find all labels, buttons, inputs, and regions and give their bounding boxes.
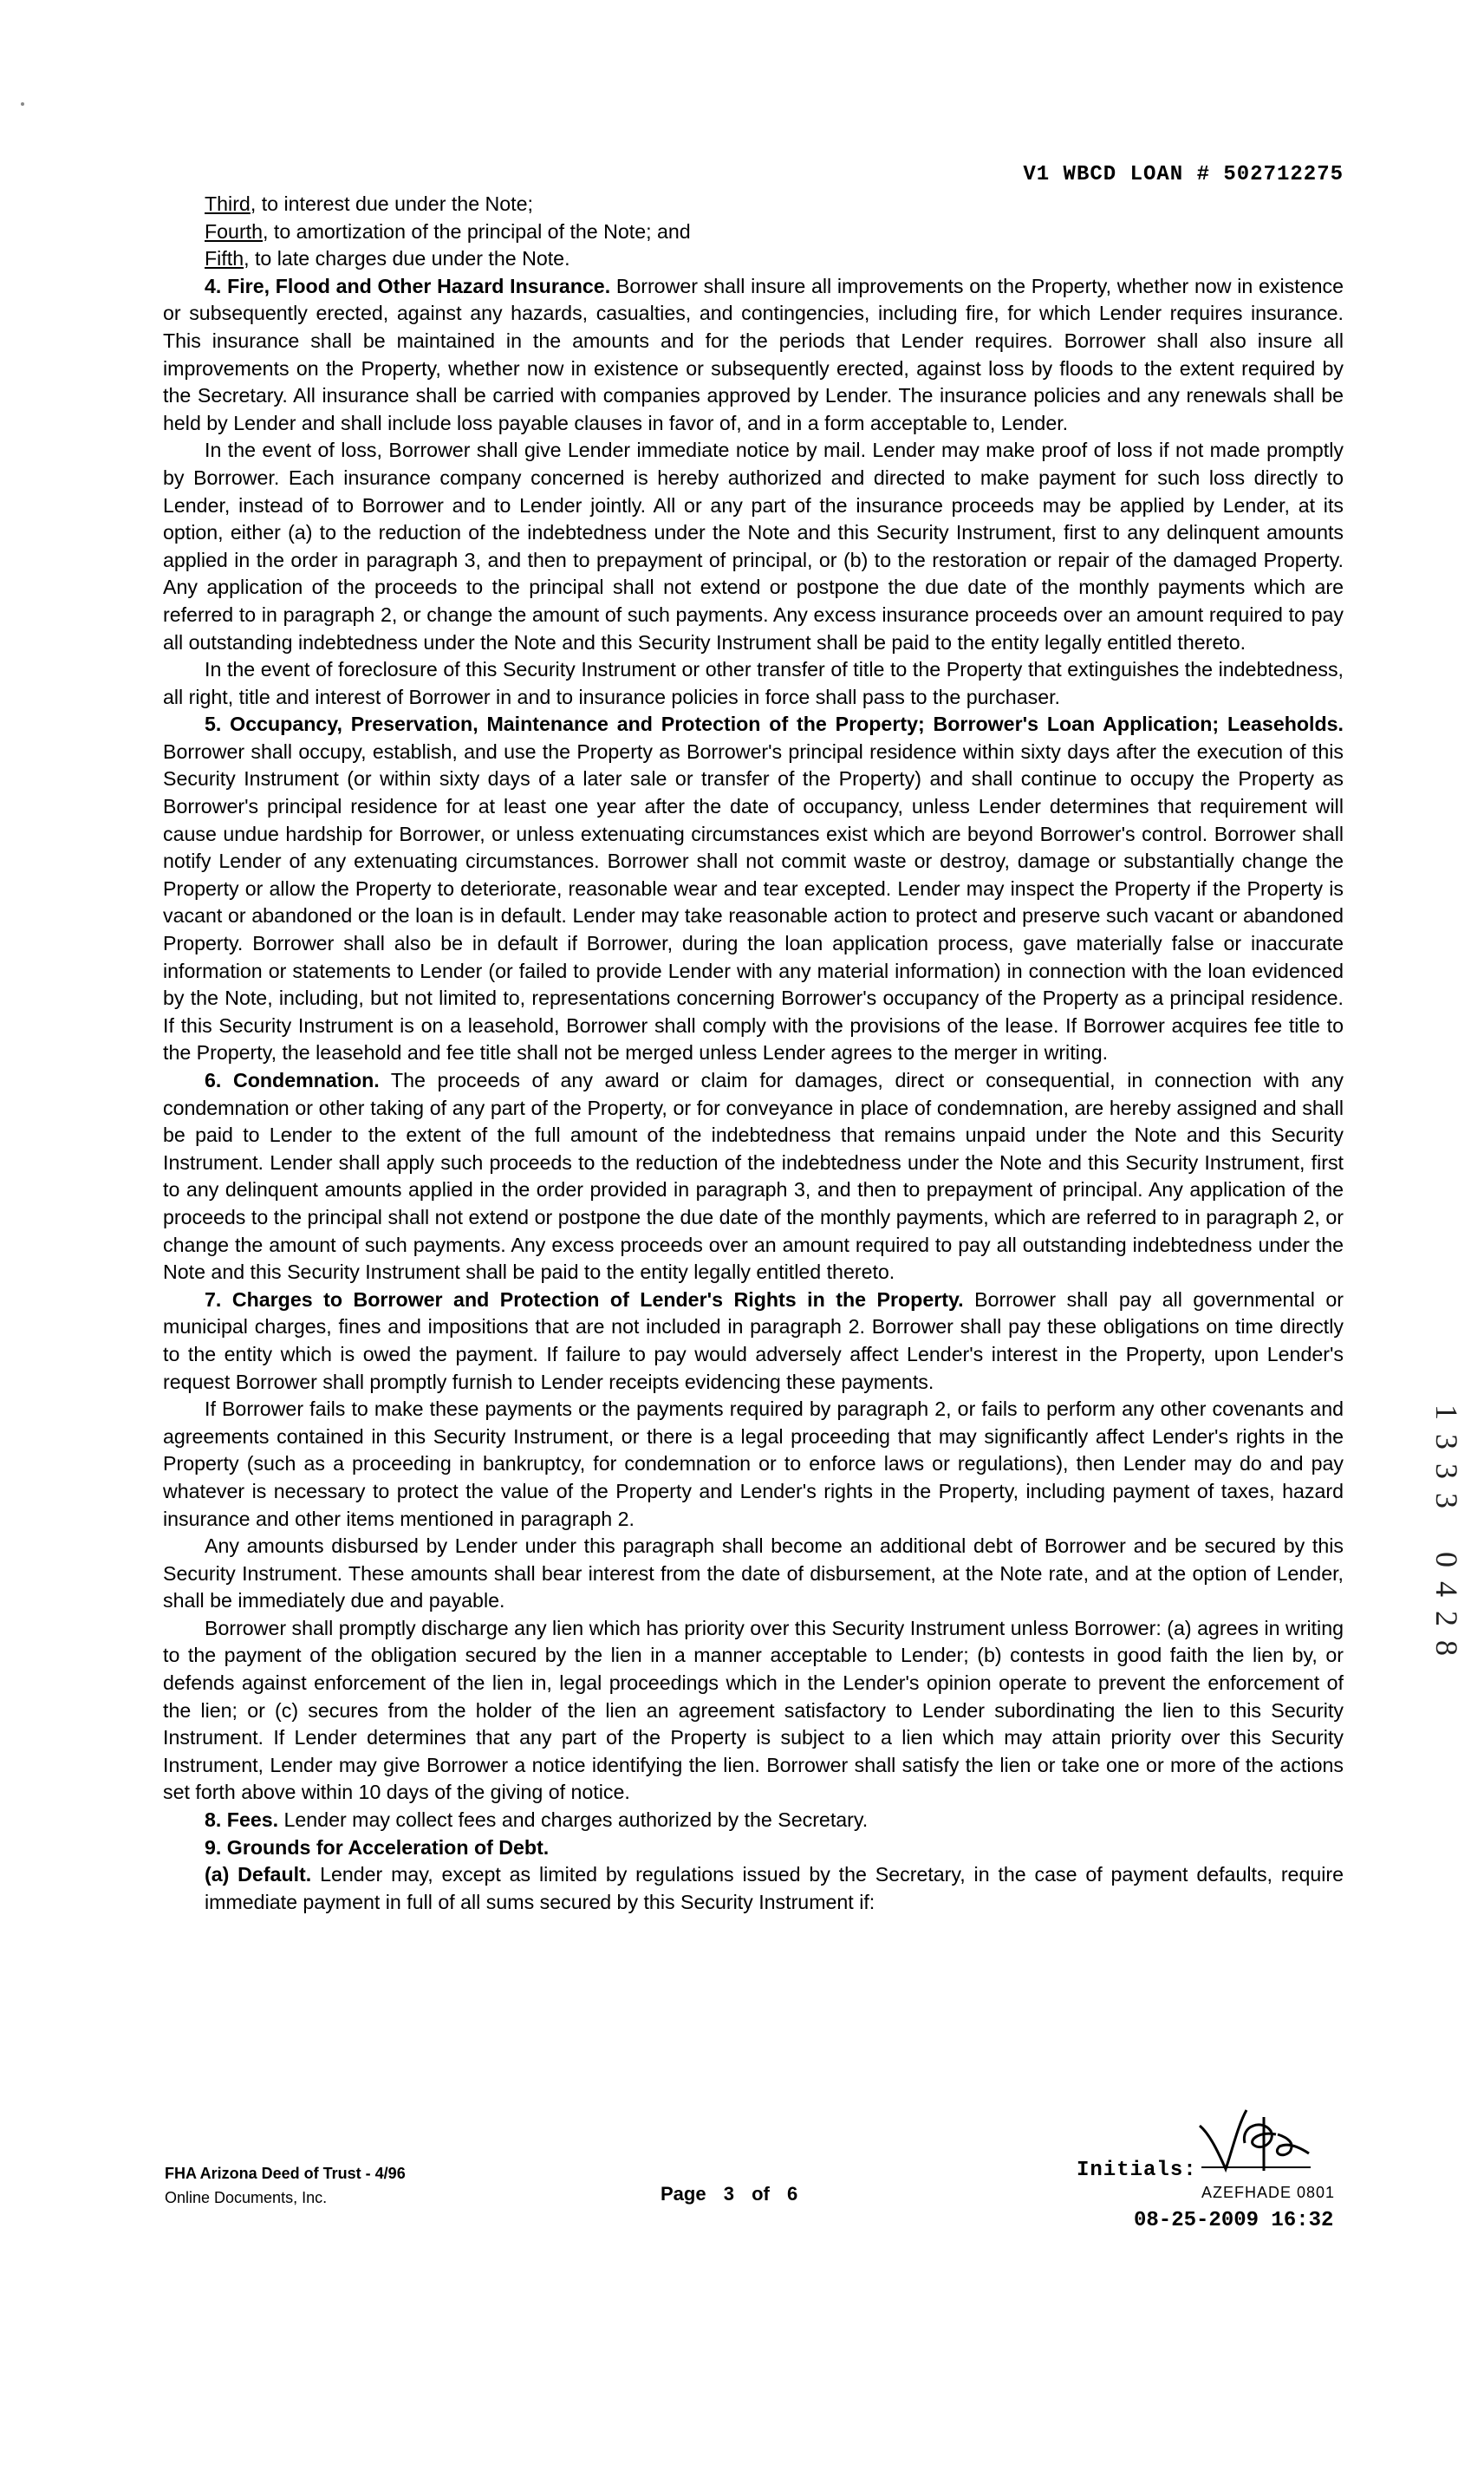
section-9-heading: [163, 1834, 1344, 1862]
stamp-number-1: [1429, 1397, 1464, 1515]
section-5-paragraph-1: [163, 711, 1344, 1067]
section-8-heading: 8. Fees.: [205, 1808, 279, 1832]
payment-order-fourth: [163, 218, 1344, 246]
section-5-text: Borrower shall occupy, establish, and use the Property as Borrower's principal residence within sixty days after the execution of this Security Instrument (or within sixty days of a later sale or transfer of the Property) and shall continue to occupy the Property as Borrower's principal residence for at least one year after the date of occupancy, unless Lender determines that requirement will cause undue hardship for Borrower, or unless extenuating circumstances exist which are beyond Borrower's control. Borrower shall notify Lender of any extenuating circumstances. Borrower shall not commit waste or destroy, damage or substantially change the Property or allow the Property to deteriorate, reasonable wear and tear excepted. Lender may inspect the Property if the Property is vacant or abandoned or the loan is in default. Lender may take reasonable action to protect and preserve such vacant or abandoned Property. Borrower shall also be in default if Borrower, during the loan application process, gave materially false or inaccurate information or statements to Lender (or failed to provide Lender with any material information) in connection with the loan evidenced by the Note, including, but not limited to, representations concerning Borrower's occupancy of the Property as a principal residence. If this Security Instrument is on a leasehold, Borrower shall comply with the provisions of the lease. If Borrower acquires fee title to the Property, the leasehold and fee title shall not be merged unless Lender agrees to the merger in writing.: [163, 739, 1344, 1065]
stamp-digit: 4: [1429, 1581, 1464, 1597]
page-word: Page: [661, 2183, 706, 2205]
payment-order-third: [163, 191, 1344, 218]
form-name: FHA Arizona Deed of Trust - 4/96: [165, 2165, 406, 2182]
section-4-heading: 4. Fire, Flood and Other Hazard Insurance.: [205, 274, 611, 297]
stamp-number-2: [1429, 1545, 1464, 1663]
initials-label: Initials:: [1077, 2159, 1197, 2182]
section-9a-paragraph: [163, 1861, 1344, 1916]
section-7-paragraph-1: [163, 1287, 1344, 1396]
initials-signature: [1193, 2100, 1314, 2178]
print-datetime: 08-25-2009 16:32: [1134, 2209, 1334, 2232]
section-4-paragraph-3: In the event of foreclosure of this Security Instrument or other transfer of title to the Property that extinguishes the indebtedness, all right, title and interest of Borrower in and to insurance policies in force shall pass to the purchaser.: [163, 658, 1344, 708]
third-text: , to interest due under the Note;: [250, 192, 533, 215]
payment-order-fifth: [163, 245, 1344, 273]
section-7-text: Borrower shall pay all governmental or municipal charges, fines and impositions that are not included in paragraph 2. Borrower shall pay these obligations on time directly to the entity which is owed the payment. If failure to pay would adversely affect Lender's interest in the Property, upon Lender's request Borrower shall promptly furnish to Lender receipts evidencing these payments.: [163, 1287, 1344, 1393]
page-number: [661, 2183, 797, 2205]
section-6-heading: 6. Condemnation.: [205, 1069, 380, 1091]
stamp-digit: 1: [1429, 1404, 1464, 1420]
page-current: 3: [723, 2183, 734, 2205]
scan-speck: [21, 102, 24, 106]
section-6-paragraph-1: [163, 1067, 1344, 1287]
page-total: 6: [786, 2183, 798, 2205]
section-7-paragraph-3: Any amounts disbursed by Lender under this paragraph shall become an additional debt of Borrower and be secured by this Security Instrument. These amounts shall bear interest from the date of disbursement, at the Note rate, and at the option of Lender, shall be immediately due and payable.: [163, 1534, 1344, 1612]
section-4-paragraph-1: [163, 273, 1344, 438]
section-7-paragraph-4: Borrower shall promptly discharge any lien which has priority over this Security Instrument unless Borrower: (a) agrees in writing to the payment of the obligation secured by the lien in a manner acceptable to Lender; (b) contests in good faith the lien by, or defends against enforcement of the lien in, legal proceedings which in the Lender's opinion operate to prevent the enforcement of the lien; or (c) secures from the holder of the lien an agreement satisfactory to Lender subordinating the lien to this Security Instrument. If Lender determines that any part of the Property is subject to a lien which may attain priority over this Security Instrument, Lender may give Borrower a notice identifying the lien. Borrower shall satisfy the lien or take one or more of the actions set forth above within 10 days of the giving of notice.: [163, 1616, 1344, 1804]
fifth-text: , to late charges due under the Note.: [244, 247, 570, 270]
section-9a-text: Lender may, except as limited by regulations issued by the Secretary, in the case of payment defaults, require immediate payment in full of all sums secured by this Security Instrument if:: [205, 1863, 1344, 1913]
stamp-digit: 0: [1429, 1552, 1464, 1567]
fourth-label: Fourth: [205, 219, 264, 243]
section-5-heading: 5. Occupancy, Preservation, Maintenance and Protection of the Property; Borrower's Loan Application; Leaseholds.: [205, 713, 1344, 736]
section-9a-heading: (a) Default.: [205, 1863, 312, 1886]
company-name: Online Documents, Inc.: [165, 2189, 328, 2206]
fifth-label: Fifth: [205, 247, 244, 270]
section-7-paragraph-2: If Borrower fails to make these payments or the payments required by paragraph 2, or fails to perform any other covenants and agreements contained in this Security Instrument, or there is a legal proceeding that may significantly affect Lender's rights in the Property (such as a proceeding in bankruptcy, for condemnation or to enforce laws or regulations), then Lender may do and pay whatever is necessary to protect the value of the Property and Lender's rights in the Property, including payment of taxes, hazard insurance and other items mentioned in paragraph 2.: [163, 1397, 1344, 1530]
section-8-text: Lender may collect fees and charges authorized by the Secretary.: [278, 1808, 869, 1832]
section-7-heading: 7. Charges to Borrower and Protection of Lender's Rights in the Property.: [205, 1287, 964, 1311]
fourth-text: , to amortization of the principal of the Note; and: [263, 219, 691, 243]
stamp-digit: 2: [1429, 1611, 1464, 1626]
stamp-digit: 8: [1429, 1640, 1464, 1656]
section-4-text: Borrower shall insure all improvements on the Property, whether now in existence or subsequently erected, against any hazards, casualties, and contingencies, including fire, for which Lender requires insurance. This insurance shall be maintained in the amounts and for the periods that Lender requires. Borrower shall also insure all improvements on the Property, whether now in existence or subsequently erected, against loss by floods to the extent required by the Secretary. All insurance shall be carried with companies approved by Lender. The insurance policies and any renewals shall be held by Lender and shall include loss payable clauses in favor of, and in a form acceptable to, Lender.: [163, 274, 1344, 434]
document-body: [163, 191, 1344, 1916]
stamp-digit: 3: [1429, 1493, 1464, 1508]
section-8-paragraph-1: [163, 1807, 1344, 1834]
recording-stamp: [1429, 1397, 1464, 1663]
third-label: Third: [205, 192, 251, 215]
loan-number-header: V1 WBCD LOAN # 502712275: [1023, 163, 1344, 186]
stamp-digit: 3: [1429, 1434, 1464, 1449]
section-9-heading-text: 9. Grounds for Acceleration of Debt.: [205, 1835, 550, 1859]
form-code: AZEFHADE 0801: [1201, 2184, 1336, 2201]
section-4-paragraph-2: In the event of loss, Borrower shall give Lender immediate notice by mail. Lender may make proof of loss if not made promptly by Borrower. Each insurance company concerned is hereby authorized and directed to make payment for such loss directly to Lender, instead of to Borrower and to Lender jointly. All or any part of the insurance proceeds may be applied by Lender, at its option, either (a) to the reduction of the indebtedness under the Note and this Security Instrument, first to any delinquent amounts applied in the order in paragraph 3, and then to prepayment of principal, or (b) to the restoration or repair of the damaged Property. Any application of the proceeds to the principal shall not extend or postpone the due date of the monthly payments which are referred to in paragraph 2, or change the amount of such payments. Any excess insurance proceeds over an amount required to pay all outstanding indebtedness under the Note and this Security Instrument shall be paid to the entity legally entitled thereto.: [163, 439, 1344, 654]
footer-form-info: [165, 2161, 406, 2210]
section-6-text: The proceeds of any award or claim for damages, direct or consequential, in connection with any condemnation or other taking of any part of the Property, or for conveyance in place of condemnation, are hereby assigned and shall be paid to Lender to the extent of the full amount of the indebtedness that remains unpaid under the Note and this Security Instrument. Lender shall apply such proceeds to the reduction of the indebtedness under the Note and this Security Instrument, first to any delinquent amounts applied in the order provided in paragraph 3, and then to prepayment of principal. Any application of the proceeds to the principal shall not extend or postpone the due date of the monthly payments, which are referred to in paragraph 2, or change the amount of such payments. Any excess proceeds over an amount required to pay all outstanding indebtedness under the Note and this Security Instrument shall be paid to the entity legally entitled thereto.: [163, 1069, 1344, 1284]
stamp-digit: 3: [1429, 1463, 1464, 1479]
page-of: of: [752, 2183, 770, 2205]
